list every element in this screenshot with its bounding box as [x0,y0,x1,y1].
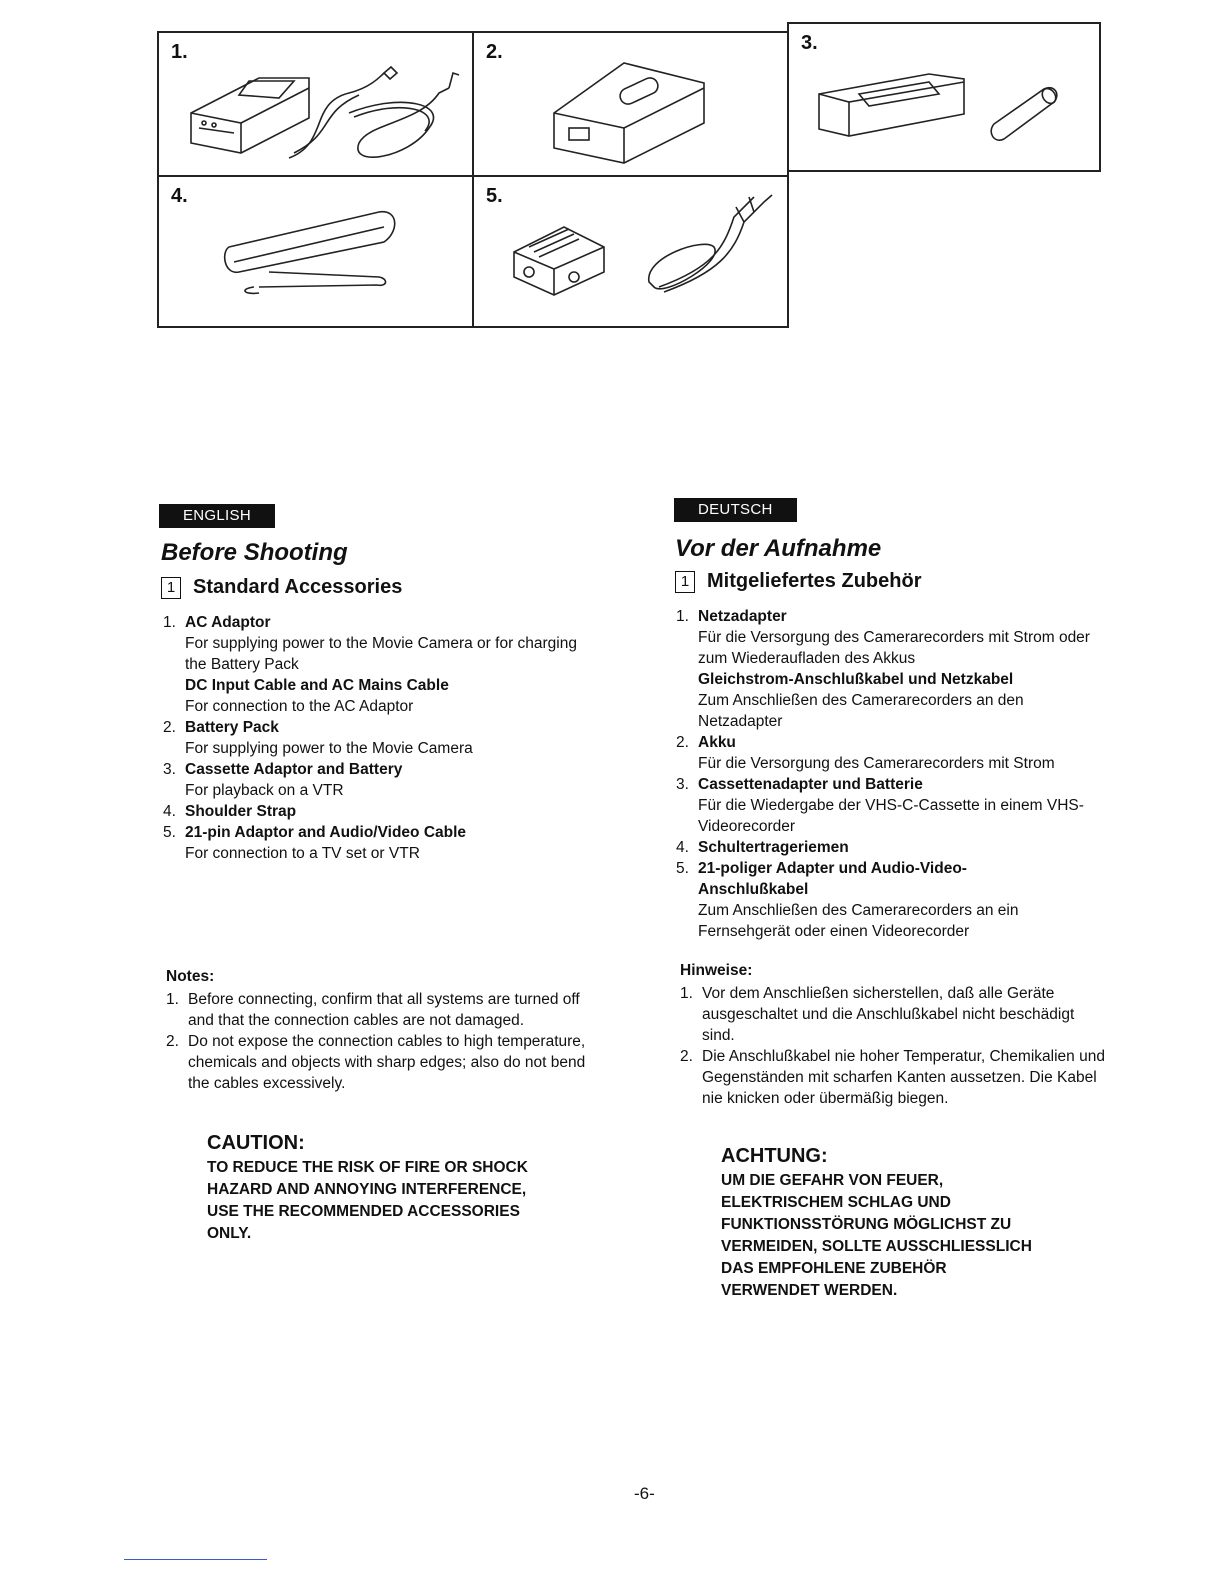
section-title: Standard Accessories [193,576,403,598]
figure-cell-number: 3. [801,32,818,54]
figure-cell-number: 5. [486,185,503,207]
item-title: Battery Pack [185,719,279,736]
item-description: Für die Versorgung des Camerarecorders mit Strom oder zum Wiederaufladen des Akkus [698,629,1090,667]
note-item: 1. Vor dem Anschließen sicherstellen, daß alle Geräte ausgeschaltet und die Anschlußkabel nicht beschädigt sind. [680,985,1075,1044]
list-item: 3. Cassettenadapter und Batterie Für die Wiedergabe der VHS-C-Cassette in einem VHS-Videorecorder [676,774,1096,837]
item-description: For playback on a VTR [185,782,344,799]
item-description: Für die Versorgung des Camerarecorders mit Strom [698,755,1055,772]
page-number: -6- [634,1484,655,1503]
language-label-english: ENGLISH [159,504,275,528]
notes-english [166,966,591,1094]
caution-box-deutsch [721,1145,1121,1302]
item-title: Shoulder Strap [185,803,297,820]
caution-title: ACHTUNG: [721,1145,828,1167]
cassette-adaptor-illustration [789,24,1099,170]
item-description-secondary: Zum Anschließen des Camerarecorders an den Netzadapter [698,692,1024,730]
list-item: 3. Cassette Adaptor and Battery For playback on a VTR [163,759,583,801]
av-cable-illustration [474,177,787,326]
section-title: Mitgeliefertes Zubehör [707,570,922,592]
figure-cell-4 [157,175,474,328]
caution-title: CAUTION: [207,1132,305,1154]
shoulder-strap-illustration [159,177,472,326]
item-title: 21-pin Adaptor and Audio/Video Cable [185,824,467,841]
item-description: Zum Anschließen des Camerarecorders an ein Fernsehgerät oder einen Videorecorder [698,902,1019,940]
figure-cell-number: 4. [171,185,188,207]
figure-cell-1 [157,31,474,177]
footer-divider [124,1559,267,1560]
caution-text: TO REDUCE THE RISK OF FIRE OR SHOCK HAZARD AND ANNOYING INTERFERENCE, USE THE RECOMMENDED ACCESSORIES ONLY. [207,1159,528,1242]
list-item: 1. AC Adaptor For supplying power to the Movie Camera or for charging the Battery Pack DC Input Cable and AC Mains Cable For connection to the AC Adaptor [163,612,583,717]
battery-pack-illustration [474,33,787,175]
item-description: For supplying power to the Movie Camera or for charging the Battery Pack [185,635,577,673]
item-description: For supplying power to the Movie Camera [185,740,473,757]
item-title-secondary: DC Input Cable and AC Mains Cable [185,677,449,694]
list-item: 4. Shoulder Strap [163,801,583,822]
item-title: AC Adaptor [185,614,271,631]
section-number-box: 1 [675,571,695,593]
figure-cell-3 [787,22,1101,172]
figure-cell-number: 1. [171,41,188,63]
note-item: 2. Do not expose the connection cables to high temperature, chemicals and objects with sharp edges; also do not bend the cables excessively. [166,1033,586,1092]
item-description-secondary: For connection to the AC Adaptor [185,698,414,715]
list-item: 4. Schultertrageriemen [676,837,1096,858]
list-item: 1. Netzadapter Für die Versorgung des Camerarecorders mit Strom oder zum Wiederaufladen des Akkus Gleichstrom-Anschlußkabel und Netzkabel Zum Anschließen des Camerarecorders an den Netzadapter [676,606,1096,732]
figure-cell-number: 2. [486,41,503,63]
item-title: Schultertrageriemen [698,839,849,856]
item-description: For connection to a TV set or VTR [185,845,420,862]
list-item: 5. 21-pin Adaptor and Audio/Video Cable For connection to a TV set or VTR [163,822,583,864]
section-number-box: 1 [161,577,181,599]
accessory-list-deutsch [676,606,1096,942]
item-title: Akku [698,734,736,751]
caution-text: UM DIE GEFAHR VON FEUER, ELEKTRISCHEM SCHLAG UND FUNKTIONSSTÖRUNG MÖGLICHST ZU VERMEIDEN, SOLLTE AUSSCHLIESSLICH DAS EMPFOHLENE ZUBEHÖR VERWENDET WERDEN. [721,1172,1032,1299]
list-item: 2. Akku Für die Versorgung des Camerarecorders mit Strom [676,732,1096,774]
notes-title: Hinweise: [680,962,753,979]
list-item: 5. 21-poliger Adapter und Audio-Video-Anschlußkabel Zum Anschließen des Camerarecorders an ein Fernsehgerät oder einen Videorecorder [676,858,1096,942]
item-description: Für die Wiedergabe der VHS-C-Cassette in einem VHS-Videorecorder [698,797,1084,835]
figure-cell-5 [472,175,789,328]
page-title-english: Before Shooting [161,539,348,566]
accessory-list-english [163,612,583,864]
item-title: Netzadapter [698,608,787,625]
item-title: 21-poliger Adapter und Audio-Video-Anschlußkabel [698,860,967,898]
note-item: 2. Die Anschlußkabel nie hoher Temperatur, Chemikalien und Gegenständen mit scharfen Kanten aussetzen. Die Kabel nie knicken oder übermäßig biegen. [680,1048,1105,1107]
section-heading-english [161,576,402,599]
note-item: 1. Before connecting, confirm that all systems are turned off and that the connection cables are not damaged. [166,991,580,1029]
item-title: Cassettenadapter und Batterie [698,776,923,793]
caution-box-english [207,1132,587,1245]
item-title-secondary: Gleichstrom-Anschlußkabel und Netzkabel [698,671,1014,688]
notes-title: Notes: [166,968,215,985]
notes-deutsch [680,960,1110,1109]
figure-cell-2 [472,31,789,177]
section-heading-deutsch [675,570,921,593]
language-label-deutsch: DEUTSCH [674,498,797,522]
ac-adaptor-illustration [159,33,472,175]
page-title-deutsch: Vor der Aufnahme [675,535,882,562]
list-item: 2. Battery Pack For supplying power to the Movie Camera [163,717,583,759]
item-title: Cassette Adaptor and Battery [185,761,403,778]
